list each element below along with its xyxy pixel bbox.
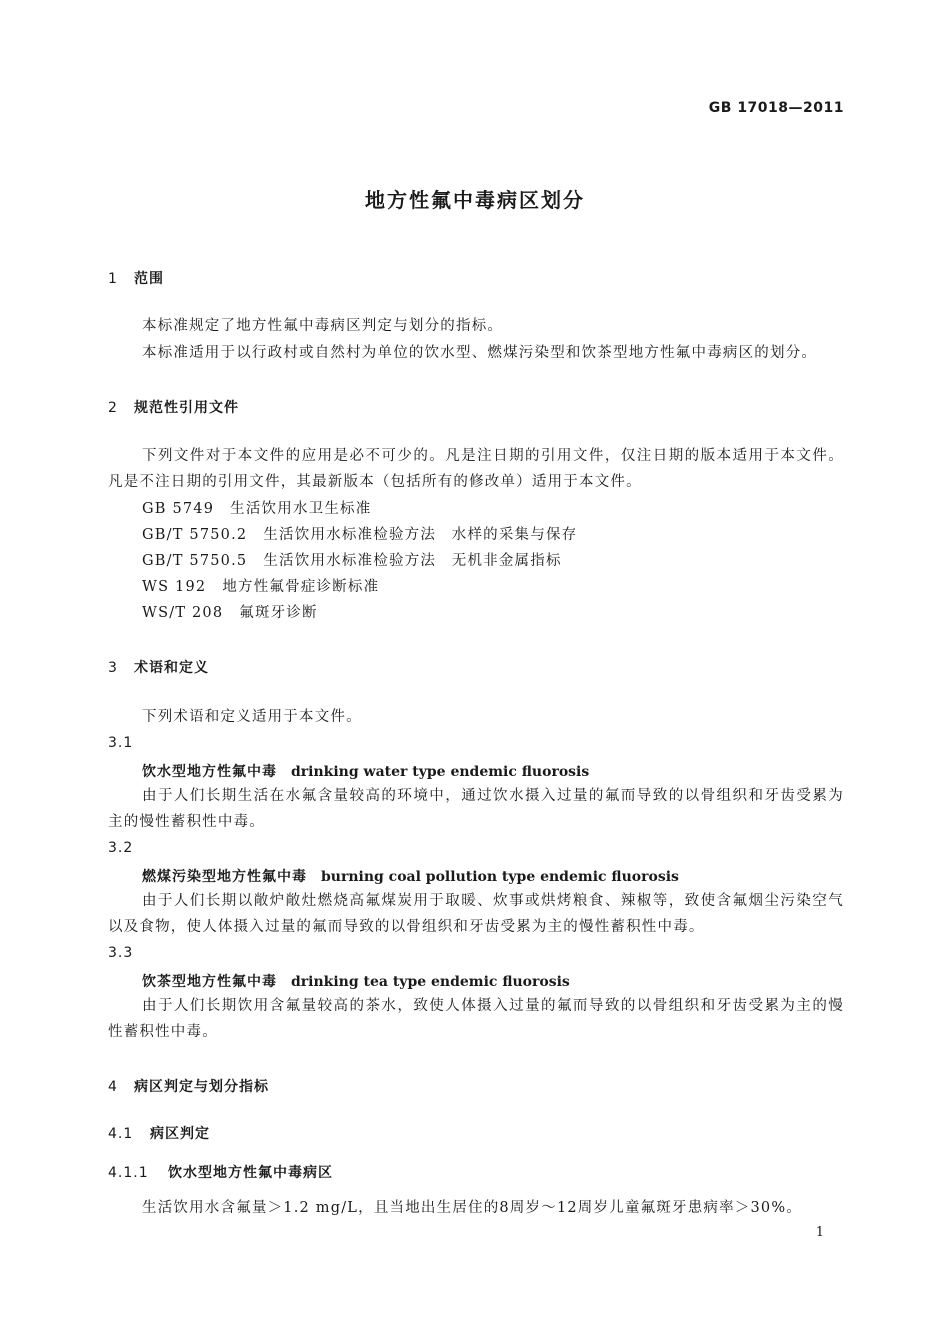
term-chinese: 燃煤污染型地方性氟中毒: [142, 869, 307, 885]
standard-number: GB 17018—2011: [708, 100, 844, 116]
term-heading: [142, 866, 679, 886]
page-title: 地方性氟中毒病区划分: [365, 188, 585, 212]
section-title: 病区判定与划分指标: [134, 1079, 269, 1095]
reference-title: 氟斑牙诊断: [239, 605, 318, 621]
section-number: 4: [108, 1079, 118, 1095]
clause-number: 3.3: [108, 945, 134, 961]
reference-code: GB/T 5750.5: [142, 553, 248, 569]
term-chinese: 饮茶型地方性氟中毒: [142, 974, 277, 990]
section-title: 规范性引用文件: [134, 400, 239, 416]
reference-title: 生活饮用水卫生标准: [230, 501, 372, 517]
reference-item: [142, 496, 371, 522]
subsection-4-1-1-text: 生活饮用水含氟量＞1.2 mg/L，且当地出生居住的8周岁～12周岁儿童氟斑牙患病率＞30%。: [142, 1200, 803, 1216]
reference-title: 地方性氟骨症诊断标准: [222, 579, 380, 595]
page-number: 1: [815, 1225, 824, 1240]
reference-title: 生活饮用水标准检验方法 水样的采集与保存: [263, 527, 578, 543]
term-heading: [142, 971, 570, 991]
section-number: 4.1: [108, 1126, 134, 1142]
reference-code: GB 5749: [142, 501, 215, 517]
section-number: 2: [108, 400, 118, 416]
reference-code: WS 192: [142, 579, 207, 595]
reference-code: WS/T 208: [142, 605, 224, 621]
subsection-4-1-heading: [108, 1123, 210, 1143]
reference-code: GB/T 5750.2: [142, 527, 248, 543]
reference-item: [142, 574, 379, 600]
term-english: drinking water type endemic fluorosis: [291, 764, 590, 780]
section-title: 饮水型地方性氟中毒病区: [168, 1165, 333, 1181]
term-definition: 由于人们长期生活在水氟含量较高的环境中，通过饮水摄入过量的氟而导致的以骨组织和牙齿受累为主的慢性蓄积性中毒。: [108, 788, 844, 830]
section-2-intro: 下列文件对于本文件的应用是必不可少的。凡是注日期的引用文件，仅注日期的版本适用于本文件。凡是不注日期的引用文件，其最新版本（包括所有的修改单）适用于本文件。: [108, 448, 844, 490]
reference-item: [142, 548, 562, 574]
clause-number: 3.2: [108, 840, 134, 856]
reference-item: [142, 522, 577, 548]
section-3-heading: [108, 657, 209, 677]
section-1-paragraph-2: 本标准适用于以行政村或自然村为单位的饮水型、燃煤污染型和饮茶型地方性氟中毒病区的划分。: [142, 345, 818, 361]
section-number: 3: [108, 660, 118, 676]
term-chinese: 饮水型地方性氟中毒: [142, 764, 277, 780]
clause-number: 3.1: [108, 735, 134, 751]
section-number: 1: [108, 271, 118, 287]
section-2-heading: [108, 397, 239, 417]
term-definition: 由于人们长期以敞炉敞灶燃烧高氟煤炭用于取暖、炊事或烘烤粮食、辣椒等，致使含氟烟尘污染空气以及食物，使人体摄入过量的氟而导致的以骨组织和牙齿受累为主的慢性蓄积性中毒。: [108, 893, 844, 935]
reference-title: 生活饮用水标准检验方法 无机非金属指标: [263, 553, 562, 569]
subsection-4-1-1-heading: [108, 1162, 333, 1182]
term-english: drinking tea type endemic fluorosis: [291, 974, 570, 990]
section-title: 范围: [134, 271, 164, 287]
term-definition: 由于人们长期饮用含氟量较高的茶水，致使人体摄入过量的氟而导致的以骨组织和牙齿受累为主的慢性蓄积性中毒。: [108, 998, 844, 1040]
term-english: burning coal pollution type endemic fluorosis: [321, 869, 679, 885]
section-1-heading: [108, 268, 164, 288]
reference-item: [142, 600, 318, 626]
section-4-heading: [108, 1076, 269, 1096]
section-title: 术语和定义: [134, 660, 209, 676]
section-title: 病区判定: [150, 1126, 210, 1142]
section-1-paragraph-1: 本标准规定了地方性氟中毒病区判定与划分的指标。: [142, 318, 504, 334]
section-3-intro: 下列术语和定义适用于本文件。: [142, 709, 362, 725]
term-heading: [142, 761, 589, 781]
section-number: 4.1.1: [108, 1165, 149, 1181]
